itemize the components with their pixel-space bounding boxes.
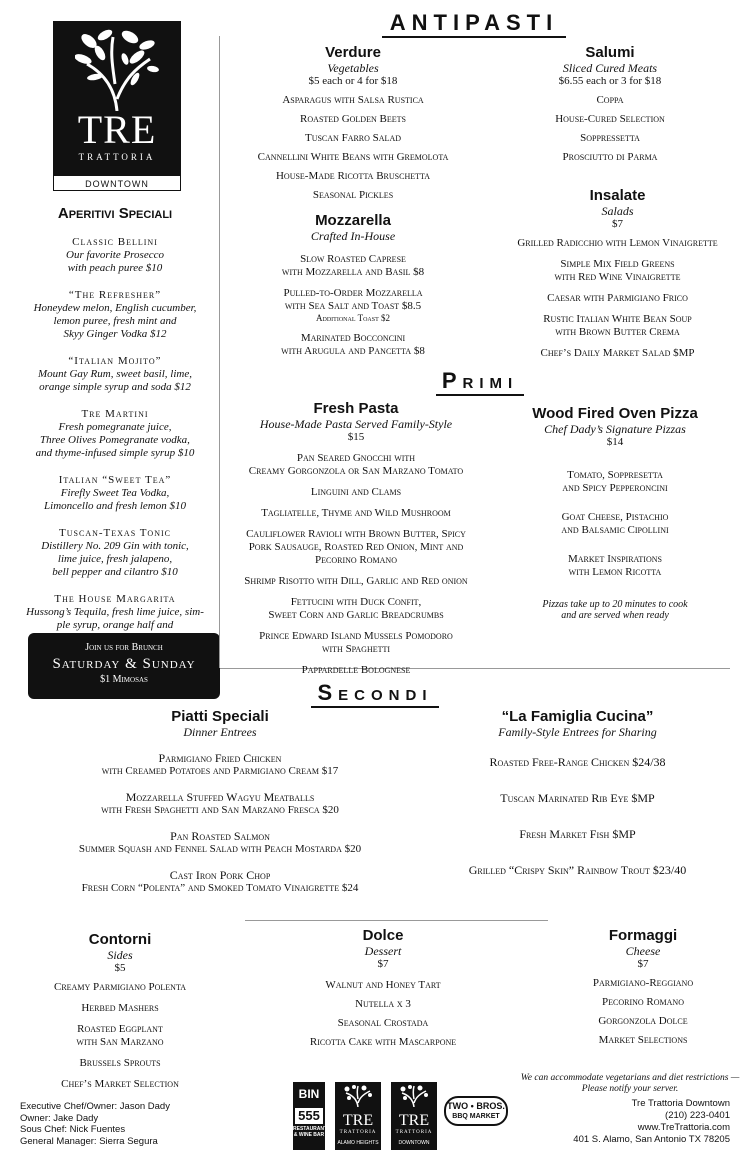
pizza-title: Wood Fired Oven Pizza <box>532 405 698 422</box>
menu-item <box>490 313 745 339</box>
drink-desc: lime juice, fresh jalapeno, <box>57 553 173 565</box>
vertical-divider <box>219 36 220 668</box>
salumi-price: $6.55 each or 3 for $18 <box>558 75 662 87</box>
menu-item: Coppa <box>596 94 624 106</box>
item-line: Fettucini with Duck Confit, <box>290 596 422 608</box>
piatti-sub: Dinner Entrees <box>183 725 257 739</box>
bin555-logo <box>293 1082 328 1150</box>
item-line: Goat Cheese, Pistachio <box>561 511 669 523</box>
drink-name: “Italian Mojito” <box>68 355 162 367</box>
salumi-title: Salumi <box>585 44 635 61</box>
website-link[interactable]: www.TreTrattoria.com <box>637 1122 730 1133</box>
item-line: Pappardelle Bolognese <box>301 664 411 676</box>
pizza-sub: Chef Dady’s Signature Pizzas <box>544 422 686 436</box>
primi-header <box>410 368 550 396</box>
item-line: Shrimp Risotto with Dill, Garlic and Red onion <box>244 575 468 587</box>
pizza-price: $14 <box>606 436 624 448</box>
menu-item: Tuscan Marinated Rib Eye $MP <box>500 791 655 805</box>
logo-name: TRE <box>77 107 157 152</box>
menu-item: Seasonal Pickles <box>312 189 394 201</box>
menu-item: Asparagus with Salsa Rustica <box>282 94 424 106</box>
pizza-section <box>500 405 730 621</box>
item-line: with Lemon Ricotta <box>568 566 662 578</box>
item-line: Caesar with Parmigiano Frico <box>547 292 688 304</box>
pizza-note: Pizzas take up to 20 minutes to cook <box>542 599 688 610</box>
item-line: with Creamed Potatoes and Parmigiano Cream $17 <box>101 765 339 777</box>
contact-info <box>540 1098 730 1146</box>
antipasti-header <box>350 10 598 38</box>
item-line: and Spicy Pepperoncini <box>562 482 668 494</box>
phone: (210) 223-0401 <box>665 1110 730 1121</box>
item-line: Parmigiano Fried Chicken <box>158 751 282 765</box>
item-line: Market Inspirations <box>568 553 662 565</box>
dolce-sub: Dessert <box>364 944 402 958</box>
menu-item: Nutella x 3 <box>355 998 411 1010</box>
menu-item <box>225 575 487 588</box>
contorni-sub: Sides <box>107 948 133 962</box>
mozzarella-section <box>228 212 478 366</box>
aperitivi-item <box>10 355 220 394</box>
menu-item: Cannellini White Beans with Gremolota <box>257 151 449 163</box>
tre-text: TRE <box>398 1112 430 1129</box>
restaurant-name: Tre Trattoria Downtown <box>631 1098 730 1109</box>
item-line: Pecorino Romano <box>315 554 397 566</box>
contorni-price: $5 <box>114 962 126 974</box>
tre-sub: TRATTORIA <box>339 1130 377 1135</box>
famiglia-title: “La Famiglia Cucina” <box>501 708 654 725</box>
bin-sub: RESTAURANT & WINE BAR <box>293 1126 328 1138</box>
dietary-line: We can accommodate vegetarians and diet restrictions — <box>520 1073 740 1083</box>
secondi-title: Secondi <box>311 680 438 708</box>
twobros-logo <box>444 1096 508 1126</box>
item-line: Prince Edward Island Mussels Pomodoro <box>259 630 453 642</box>
item-line: with Fresh Spaghetti and San Marzano Fresca $20 <box>101 804 339 816</box>
contorni-title: Contorni <box>88 931 152 948</box>
tre-downtown-logo <box>391 1082 437 1150</box>
item-line: Cast Iron Pork Chop <box>169 868 271 882</box>
menu-item <box>500 511 730 537</box>
drink-desc: orange simple syrup and soda $12 <box>39 381 191 393</box>
menu-item <box>490 237 745 250</box>
item-line: Tomato, Soppresetta <box>567 469 663 481</box>
drink-name: “The Refresher” <box>68 289 162 301</box>
dietary-note <box>510 1073 750 1095</box>
drink-desc: Firefly Sweet Tea Vodka, <box>60 487 170 499</box>
item-line: Chef’s Daily Market Salad $MP <box>540 347 695 359</box>
downtown-text: DOWNTOWN <box>398 1140 430 1146</box>
item-line: Pulled-to-Order Mozzarella <box>283 287 423 299</box>
menu-item <box>225 664 487 677</box>
menu-item <box>490 292 745 305</box>
piatti-section <box>20 708 420 895</box>
drink-desc: Three Olives Pomegranate vodka, <box>40 434 190 446</box>
item-line: with Arugula and Pancetta $8 <box>281 345 425 357</box>
menu-item <box>500 469 730 495</box>
item-line: with Red Wine Vinaigrette <box>554 271 681 283</box>
dolce-section <box>283 927 483 1055</box>
pasta-sub: House-Made Pasta Served Family-Style <box>259 417 453 431</box>
item-line: Creamy Parmigiano Polenta <box>54 981 186 993</box>
drink-desc: Mount Gay Rum, sweet basil, lime, <box>38 368 192 380</box>
menu-item <box>490 258 745 284</box>
drink-desc: and thyme-infused simple syrup $10 <box>35 447 195 459</box>
item-line: Creamy Gorgonzola or San Marzano Tomato <box>248 465 464 477</box>
item-line: Pan Seared Gnocchi with <box>296 452 416 464</box>
item-line: Simple Mix Field Greens <box>560 258 675 270</box>
menu-item: Parmigiano-Reggiano <box>592 977 694 989</box>
antipasti-title: ANTIPASTI <box>382 10 566 38</box>
menu-item <box>225 452 487 478</box>
salumi-sub: Sliced Cured Meats <box>562 61 658 75</box>
menu-item <box>20 790 420 817</box>
restaurant-logo <box>53 21 181 191</box>
item-line: with Mozzarella and Basil $8 <box>281 266 425 278</box>
menu-item <box>20 751 420 778</box>
address: 401 S. Alamo, San Antonio TX 78205 <box>573 1134 730 1145</box>
tree-icon <box>399 1085 429 1107</box>
item-line: Herbed Mashers <box>81 1002 159 1014</box>
item-line: and Balsamic Cipollini <box>561 524 669 536</box>
dolce-title: Dolce <box>362 927 404 944</box>
menu-item <box>228 332 478 358</box>
menu-item <box>20 868 420 895</box>
insalate-sub: Salads <box>601 204 634 218</box>
menu-item <box>225 596 487 622</box>
menu-item: Prosciutto di Parma <box>562 151 658 163</box>
insalate-title: Insalate <box>589 187 646 204</box>
menu-item: House-Cured Selection <box>555 113 665 125</box>
drink-desc: Hussong’s Tequila, fresh lime juice, sim- <box>26 606 204 618</box>
item-line: Brussels Sprouts <box>79 1057 161 1069</box>
famiglia-section <box>425 708 730 877</box>
menu-item: Market Selections <box>598 1034 688 1046</box>
drink-desc: ple syrup, orange half and <box>56 619 174 631</box>
mozzarella-title: Mozzarella <box>315 212 391 229</box>
menu-item: Walnut and Honey Tart <box>325 979 441 991</box>
aperitivi-item <box>10 289 220 341</box>
item-line: Pan Roasted Salmon <box>170 829 270 843</box>
item-line: Tagliatelle, Thyme and Wild Mushroom <box>261 507 451 519</box>
bbq-text: BBQ MARKET <box>452 1113 500 1120</box>
menu-item <box>500 553 730 579</box>
tre-text: TRE <box>342 1112 374 1129</box>
pasta-section <box>225 400 487 685</box>
item-line: Linguini and Clams <box>310 486 402 498</box>
menu-item <box>20 1002 220 1015</box>
menu-item <box>225 630 487 656</box>
insalate-price: $7 <box>612 218 623 230</box>
pizza-note: and are served when ready <box>561 610 669 621</box>
mozzarella-sub: Crafted In-House <box>310 229 396 243</box>
contorni-section <box>20 931 220 1099</box>
primi-title: Primi <box>436 368 524 396</box>
horizontal-divider <box>245 920 548 921</box>
item-line: Cauliflower Ravioli with Brown Butter, Spicy <box>246 528 466 540</box>
salumi-section <box>495 44 725 170</box>
drink-desc: Distillery No. 209 Gin with tonic, <box>41 540 189 552</box>
item-line: Rustic Italian White Bean Soup <box>543 313 692 325</box>
menu-item: Tuscan Farro Salad <box>304 132 402 144</box>
menu-item: Grilled “Crispy Skin” Rainbow Trout $23/40 <box>468 863 687 877</box>
tree-icon <box>343 1085 373 1107</box>
dolce-price: $7 <box>377 958 389 970</box>
item-line: with Sea Salt and Toast $8.5 <box>284 300 422 312</box>
drink-desc: Skyy Ginger Vodka $12 <box>63 328 167 340</box>
menu-item <box>20 1023 220 1049</box>
drink-name: Tre Martini <box>81 408 149 420</box>
bin-number: 555 <box>295 1108 323 1124</box>
drink-name: Tuscan-Texas Tonic <box>59 527 171 539</box>
staff-line: General Manager: Sierra Segura <box>20 1135 158 1147</box>
menu-item <box>225 507 487 520</box>
aperitivi-item <box>10 236 220 275</box>
menu-item <box>20 829 420 856</box>
drink-desc: Our favorite Prosecco <box>66 249 164 261</box>
pasta-price: $15 <box>347 431 365 443</box>
twobros-text: TWO • BROS. <box>447 1101 505 1111</box>
formaggi-section <box>543 927 743 1053</box>
drink-desc: Limoncello and fresh lemon $10 <box>44 500 186 512</box>
drink-desc: Fresh pomegranate juice, <box>58 421 172 433</box>
drink-name: Italian “Sweet Tea” <box>58 474 172 486</box>
staff-line: Executive Chef/Owner: Jason Dady <box>20 1101 170 1112</box>
drink-desc: bell pepper and cilantro $10 <box>52 566 178 578</box>
verdure-section <box>228 44 478 208</box>
famiglia-sub: Family-Style Entrees for Sharing <box>498 725 657 739</box>
aperitivi-item <box>10 408 220 460</box>
menu-item: Ricotta Cake with Mascarpone <box>309 1036 457 1048</box>
drink-desc: Honeydew melon, English cucumber, <box>33 302 197 314</box>
item-line: Grilled Radicchio with Lemon Vinaigrette <box>517 237 718 249</box>
aperitivi-item <box>10 527 220 579</box>
verdure-sub: Vegetables <box>327 61 379 75</box>
brunch-mimosas: $1 Mimosas <box>100 674 148 685</box>
staff-line: Sous Chef: Nick Fuentes <box>20 1124 126 1135</box>
item-line: with Spaghetti <box>321 643 391 655</box>
menu-item: Fresh Market Fish $MP <box>519 827 636 841</box>
menu-item <box>225 486 487 499</box>
item-line: Slow Roasted Caprese <box>300 253 406 265</box>
item-line: Pork Sausauge, Roasted Red Onion, Mint and <box>248 541 464 553</box>
aperitivi-title: Aperitivi Speciali <box>57 205 173 222</box>
drink-name: Classic Bellini <box>72 236 158 248</box>
item-line: with Brown Butter Crema <box>555 326 680 338</box>
insalate-section <box>490 187 745 368</box>
menu-item: Roasted Golden Beets <box>300 113 406 125</box>
menu-item: Gorgonzola Dolce <box>598 1015 688 1027</box>
pasta-title: Fresh Pasta <box>313 400 399 417</box>
logo-location: DOWNTOWN <box>53 175 181 191</box>
item-line: Marinated Bocconcini <box>300 332 406 344</box>
menu-item <box>225 528 487 567</box>
menu-item: Pecorino Romano <box>602 996 684 1008</box>
menu-item <box>228 287 478 324</box>
formaggi-title: Formaggi <box>608 927 678 944</box>
brunch-days: Saturday & Sunday <box>52 656 196 672</box>
brunch-banner <box>28 633 220 699</box>
staff-list <box>20 1101 170 1147</box>
piatti-title: Piatti Speciali <box>171 708 269 725</box>
menu-item <box>20 981 220 994</box>
menu-item: Seasonal Crostada <box>337 1017 429 1029</box>
drink-desc: lemon puree, fresh mint and <box>53 315 177 327</box>
tree-icon <box>75 29 159 111</box>
heights-text: ALAMO HEIGHTS <box>337 1140 379 1146</box>
formaggi-sub: Cheese <box>625 944 661 958</box>
menu-item: Soppressetta <box>580 132 640 144</box>
item-line: Chef’s Market Selection <box>61 1078 179 1090</box>
verdure-price: $5 each or 4 for $18 <box>308 75 398 87</box>
item-line: Sweet Corn and Garlic Breadcrumbs <box>268 609 444 621</box>
brunch-line: Join us for Brunch <box>85 642 163 653</box>
menu-item <box>20 1057 220 1070</box>
item-line: Mozzarella Stuffed Wagyu Meatballs <box>125 790 315 804</box>
aperitivi-section <box>10 205 220 645</box>
secondi-header <box>275 680 475 708</box>
bin-text: BIN <box>298 1087 320 1101</box>
item-line: Fresh Corn “Polenta” and Smoked Tomato Vinaigrette $24 <box>81 882 359 894</box>
staff-line: Owner: Jake Dady <box>20 1112 99 1124</box>
aperitivi-item <box>10 474 220 513</box>
menu-item <box>228 253 478 279</box>
item-line: Roasted Eggplant <box>77 1023 163 1035</box>
drink-name: The House Margarita <box>54 593 176 605</box>
menu-item <box>490 347 745 360</box>
menu-item <box>20 1078 220 1091</box>
formaggi-price: $7 <box>637 958 649 970</box>
dietary-line: Please notify your server. <box>581 1084 679 1094</box>
item-line: Additional Toast $2 <box>316 313 390 323</box>
item-line: Summer Squash and Fennel Salad with Peach Mostarda $20 <box>78 843 362 855</box>
drink-desc: with peach puree $10 <box>67 262 163 274</box>
tre-heights-logo <box>335 1082 381 1150</box>
item-line: with San Marzano <box>76 1036 164 1048</box>
verdure-title: Verdure <box>325 44 381 61</box>
logo-subtitle: TRATTORIA <box>78 152 156 162</box>
tre-sub: TRATTORIA <box>395 1130 433 1135</box>
menu-item: Roasted Free-Range Chicken $24/38 <box>489 755 666 769</box>
menu-item: House-Made Ricotta Bruschetta <box>275 170 431 182</box>
